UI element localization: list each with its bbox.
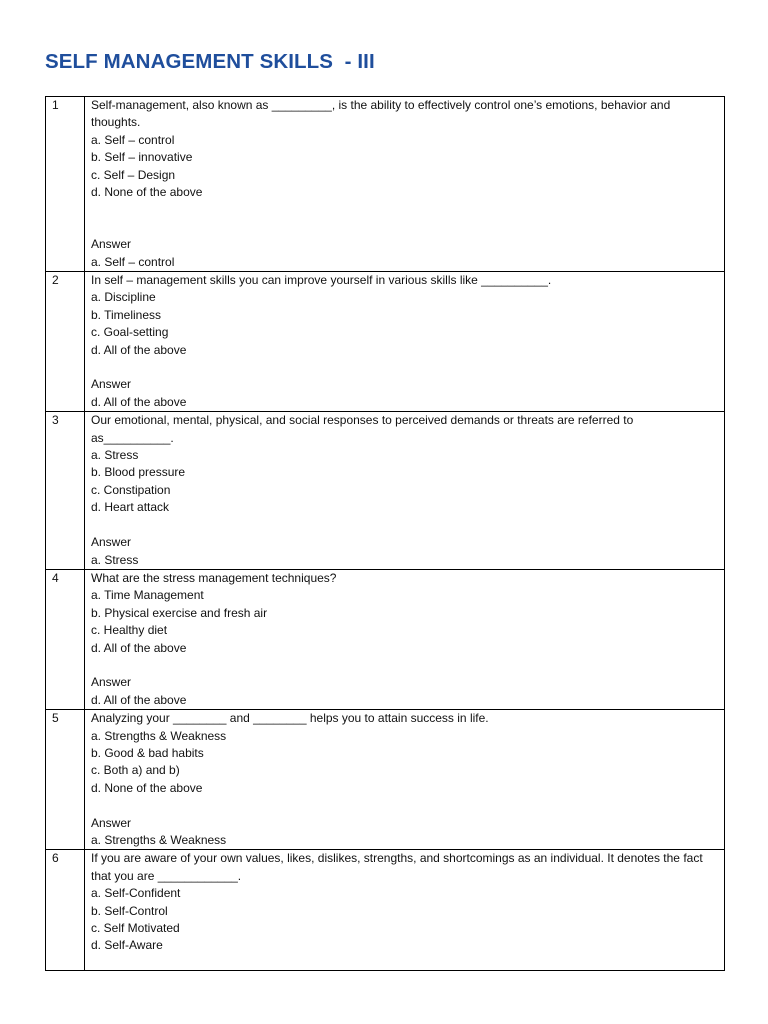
spacer bbox=[91, 359, 718, 376]
option-d: d. Self-Aware bbox=[91, 938, 163, 953]
question-text: In self – management skills you can improve yourself in various skills like __________. bbox=[91, 273, 552, 288]
spacer bbox=[91, 797, 718, 814]
question-number: 4 bbox=[46, 569, 85, 709]
answer-label: Answer bbox=[91, 675, 132, 690]
option-a: a. Discipline bbox=[91, 290, 156, 305]
question-row bbox=[46, 569, 725, 709]
answer-value: d. All of the above bbox=[91, 394, 187, 409]
option-d: d. All of the above bbox=[91, 342, 187, 357]
option-c: c. Healthy diet bbox=[91, 623, 168, 638]
question-number: 2 bbox=[46, 272, 85, 412]
question-row bbox=[46, 97, 725, 272]
question-text: What are the stress management techniques? bbox=[91, 570, 337, 585]
option-c: c. Self Motivated bbox=[91, 921, 180, 935]
option-b: b. Good & bad habits bbox=[91, 745, 204, 760]
page-title: SELF MANAGEMENT SKILLS - III bbox=[45, 50, 375, 73]
question-text: Self-management, also known as _________, is the ability to effectively control one’s emotions, behavior and thoughts. bbox=[91, 98, 674, 130]
question-content bbox=[85, 272, 725, 412]
question-content bbox=[85, 412, 725, 570]
answer-label: Answer bbox=[91, 377, 132, 392]
question-number: 5 bbox=[46, 710, 85, 850]
question-text: Analyzing your ________ and ________ helps you to attain success in life. bbox=[91, 711, 489, 726]
option-d: d. Heart attack bbox=[91, 500, 170, 515]
option-c: c. Goal-setting bbox=[91, 325, 169, 340]
question-content bbox=[85, 710, 725, 850]
option-a: a. Stress bbox=[91, 448, 139, 463]
option-b: b. Blood pressure bbox=[91, 465, 186, 480]
answer-label: Answer bbox=[91, 815, 132, 830]
question-row bbox=[46, 850, 725, 971]
option-b: b. Self – innovative bbox=[91, 150, 193, 165]
option-b: b. Timeliness bbox=[91, 307, 162, 322]
question-table bbox=[45, 96, 725, 971]
question-content bbox=[85, 569, 725, 709]
spacer bbox=[91, 657, 718, 674]
option-d: d. None of the above bbox=[91, 185, 203, 200]
answer-label: Answer bbox=[91, 237, 132, 252]
question-row bbox=[46, 710, 725, 850]
question-number: 1 bbox=[46, 97, 85, 272]
option-d: d. None of the above bbox=[91, 780, 203, 795]
question-content bbox=[85, 97, 725, 272]
answer-value: a. Self – control bbox=[91, 254, 175, 269]
option-a: a. Self – control bbox=[91, 132, 175, 147]
question-row bbox=[46, 272, 725, 412]
answer-value: a. Strengths & Weakness bbox=[91, 832, 227, 847]
question-text: If you are aware of your own values, likes, dislikes, strengths, and shortcomings as an individual. It denotes the fact that you are ____________. bbox=[91, 851, 706, 883]
spacer bbox=[91, 219, 718, 236]
answer-label: Answer bbox=[91, 535, 132, 550]
option-b: b. Physical exercise and fresh air bbox=[91, 605, 268, 620]
option-d: d. All of the above bbox=[91, 640, 187, 655]
spacer bbox=[91, 517, 718, 534]
option-c: c. Both a) and b) bbox=[91, 763, 180, 778]
option-a: a. Strengths & Weakness bbox=[91, 728, 227, 743]
option-b: b. Self-Control bbox=[91, 903, 168, 918]
spacer bbox=[91, 201, 718, 218]
option-c: c. Self – Design bbox=[91, 167, 176, 182]
answer-value: d. All of the above bbox=[91, 692, 187, 707]
question-number: 6 bbox=[46, 850, 85, 971]
question-row bbox=[46, 412, 725, 570]
option-a: a. Time Management bbox=[91, 588, 204, 603]
option-c: c. Constipation bbox=[91, 482, 171, 497]
question-text: Our emotional, mental, physical, and social responses to perceived demands or threats are referred to as__________. bbox=[91, 413, 637, 445]
question-number: 3 bbox=[46, 412, 85, 570]
question-content bbox=[85, 850, 725, 971]
answer-value: a. Stress bbox=[91, 552, 139, 567]
option-a: a. Self-Confident bbox=[91, 886, 181, 901]
